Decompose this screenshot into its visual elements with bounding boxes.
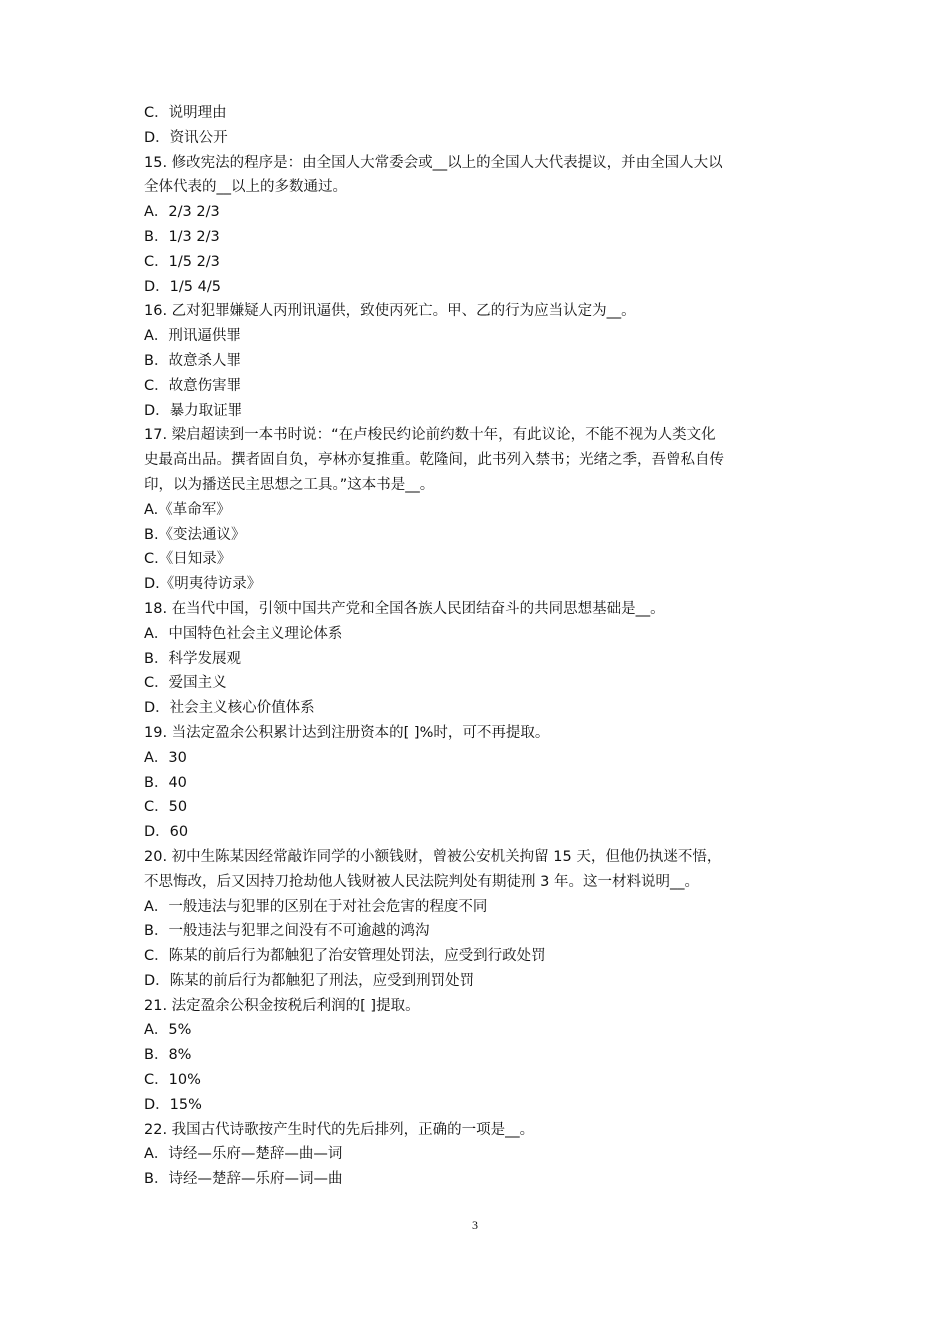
question-line: 21. 法定盈余公积金按税后利润的[ ]提取。 <box>144 997 420 1014</box>
option-line: C.《日知录》 <box>144 551 232 568</box>
question-line: 印，以为播送民主思想之工具。”这本书是__。 <box>144 476 435 493</box>
option-line: D．暴力取证罪 <box>144 402 243 419</box>
text-line: C．说明理由 <box>144 105 227 121</box>
option-line: D．1/5 4/5 <box>144 278 221 295</box>
option-line: D．社会主义核心价值体系 <box>144 700 315 717</box>
option-line: D．陈某的前后行为都触犯了刑法，应受到刑罚处罚 <box>144 972 475 989</box>
option-line: B.《变法通议》 <box>144 526 246 543</box>
option-line: C．10% <box>144 1072 201 1089</box>
question-line: 16. 乙对犯罪嫌疑人丙刑讯逼供，致使丙死亡。甲、乙的行为应当认定为__。 <box>144 303 636 320</box>
option-line: C．陈某的前后行为都触犯了治安管理处罚法，应受到行政处罚 <box>144 948 546 965</box>
question-line: 22. 我国古代诗歌按产生时代的先后排列，正确的一项是__。 <box>144 1121 535 1138</box>
option-line: C．1/5 2/3 <box>144 253 220 270</box>
question-line: 20. 初中生陈某因经常敲诈同学的小额钱财，曾被公安机关拘留 15 天，但他仍执迷不悟， <box>144 848 722 865</box>
option-line: A．中国特色社会主义理论体系 <box>144 625 343 642</box>
question-line: 17. 梁启超读到一本书时说：“在卢梭民约论前约数十年，有此议论，不能不视为人类文化 <box>144 427 716 444</box>
option-line: A．2/3 2/3 <box>144 204 220 221</box>
option-line: C．爱国主义 <box>144 675 227 692</box>
question-line: 史最高出品。撰者固自负，亭林亦复推重。乾隆间，此书列入禁书；光绪之季，吾曾私自传 <box>144 452 724 469</box>
option-line: A.《革命军》 <box>144 501 231 518</box>
option-line: A．一般违法与犯罪的区别在于对社会危害的程度不同 <box>144 898 488 915</box>
question-line: 全体代表的__以上的多数通过。 <box>144 179 347 196</box>
question-line: 19. 当法定盈余公积累计达到注册资本的[ ]%时，可不再提取。 <box>144 724 550 741</box>
question-line: 15. 修改宪法的程序是：由全国人大常委会或__以上的全国人大代表提议，并由全国人大以 <box>144 154 723 171</box>
text-line: D．资讯公开 <box>144 129 228 146</box>
option-line: B．1/3 2/3 <box>144 228 220 245</box>
option-line: A．5% <box>144 1022 192 1039</box>
option-line: D．60 <box>144 824 189 841</box>
option-line: C．故意伤害罪 <box>144 377 242 394</box>
option-line: B．诗经—楚辞—乐府—词—曲 <box>144 1171 343 1188</box>
option-line: B．8% <box>144 1047 192 1064</box>
option-line: D.《明夷待访录》 <box>144 576 262 593</box>
option-line: B．40 <box>144 774 187 791</box>
option-line: B．故意杀人罪 <box>144 352 241 369</box>
document-body <box>144 101 834 1192</box>
option-line: A．诗经—乐府—楚辞—曲—词 <box>144 1146 343 1163</box>
option-line: C．50 <box>144 799 188 816</box>
question-line: 18. 在当代中国，引领中国共产党和全国各族人民团结奋斗的共同思想基础是__。 <box>144 600 665 617</box>
question-line: 不思悔改，后又因持刀抢劫他人钱财被人民法院判处有期徒刑 3 年。这一材料说明__。 <box>144 873 699 890</box>
option-line: A．30 <box>144 749 187 766</box>
option-line: A．刑讯逼供罪 <box>144 328 241 345</box>
option-line: B．一般违法与犯罪之间没有不可逾越的鸿沟 <box>144 923 430 940</box>
page-number: 3 <box>472 1218 478 1232</box>
option-line: D．15% <box>144 1096 202 1113</box>
option-line: B．科学发展观 <box>144 650 241 667</box>
